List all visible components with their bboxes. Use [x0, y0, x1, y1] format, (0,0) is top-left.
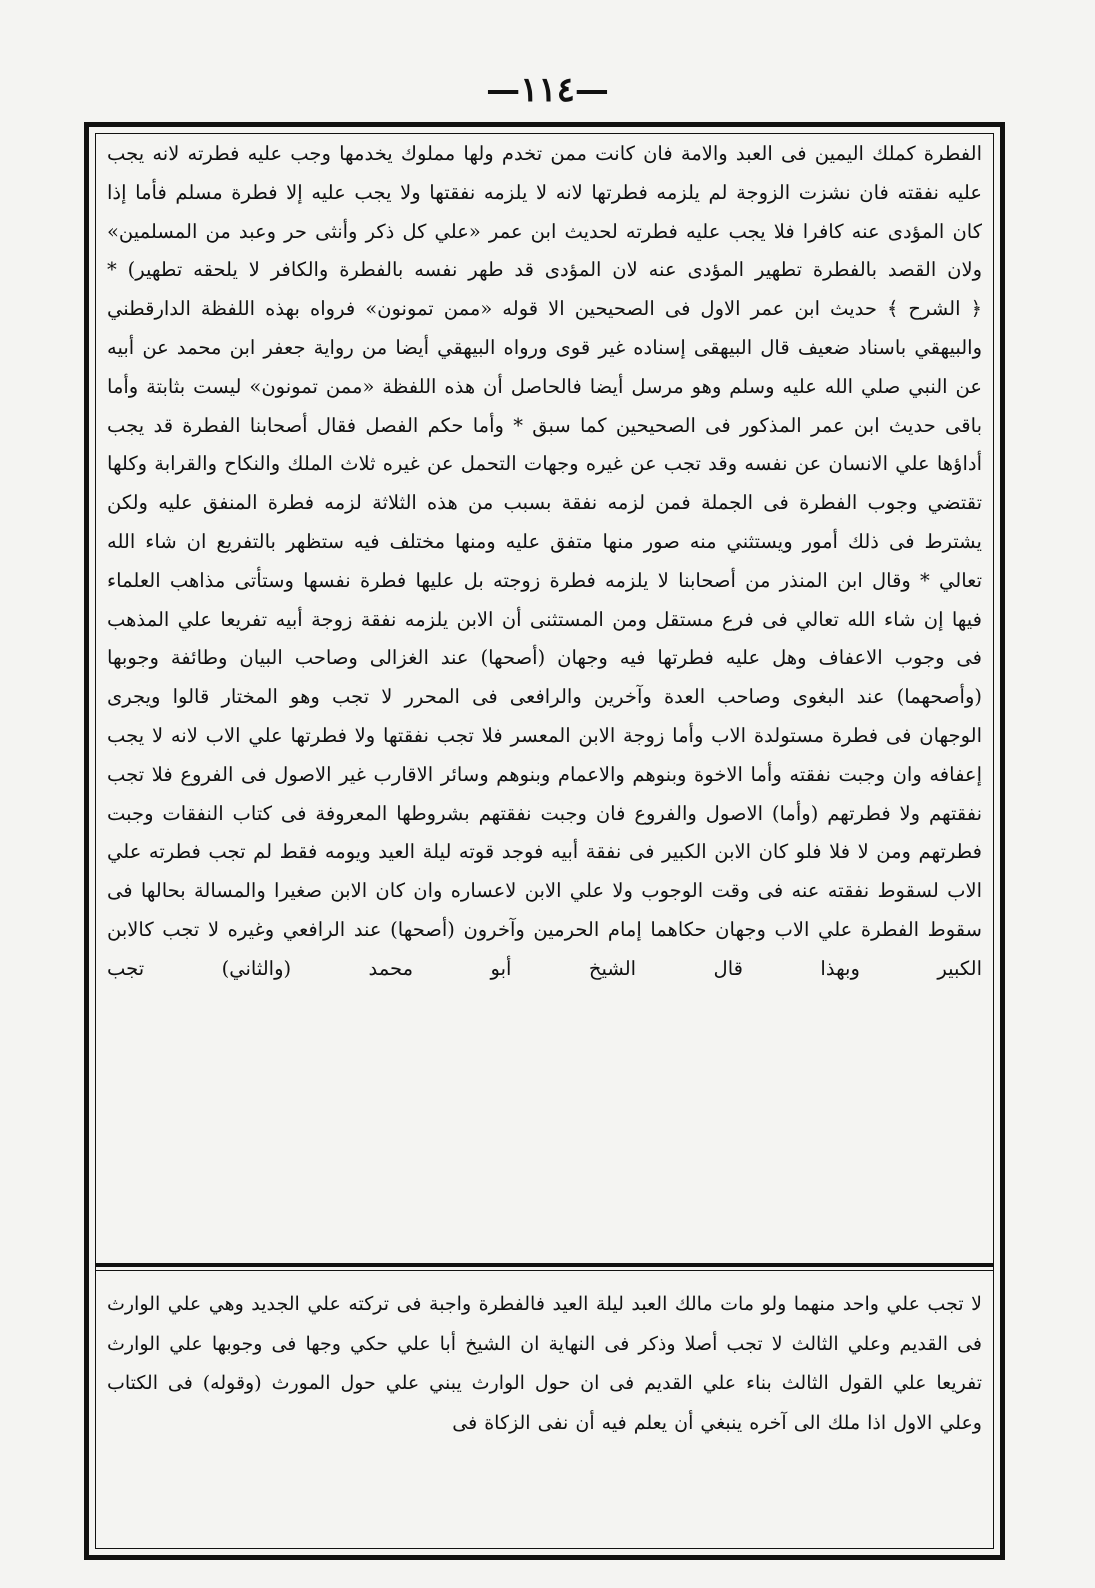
main-text [107, 135, 982, 1247]
main-paragraph-1: الفطرة كملك اليمين فى العبد والامة فان كانت ممن تخدم ولها مملوك يخدمها وجب عليه فطرته لانه يجب عليه نفقته فان نشزت الزوجة لم يلزمه فطرتها لانه لا يلزمه نفقتها ولا يجب عليه إلا فطرة مسلم فأما إذا كان المؤدى عنه كافرا فلا يجب عليه فطرته لحديث ابن عمر «علي كل ذكر وأنثى حر وعبد من المسلمين» ولان القصد بالفطرة تطهير المؤدى عنه لان المؤدى قد طهر نفسه بالفطرة والكافر لا يلحقه تطهير) * [107, 142, 982, 282]
footnote-text [107, 1285, 982, 1545]
footnote-paragraph-1: لا تجب علي واحد منهما ولو مات مالك العبد ليلة العيد فالفطرة واجبة فى تركته علي الجديد وهي علي الوارث فى القديم وعلي الثالث لا تجب أصلا وذكر فى النهاية ان الشيخ أبا علي حكي وجها فى وجوبها علي الوارث تفريعا علي القول الثالث بناء علي القديم فى ان حول الوارث يبني علي حول المورث (وقوله) فى الكتاب وعلي الاول اذا ملك الى آخره ينبغي أن يعلم فيه أن نفى الزكاة فى [107, 1293, 982, 1434]
main-paragraph-2: ﴿ الشرح ﴾ حديث ابن عمر الاول فى الصحيحين الا قوله «ممن تمونون» فرواه بهذه اللفظة الدارقطني والبيهقي باسناد ضعيف قال البيهقى إسناده غير قوى ورواه البيهقي أيضا من رواية جعفر ابن محمد عن أبيه عن النبي صلي الله عليه وسلم وهو مرسل أيضا فالحاصل أن هذه اللفظة «ممن تمونون» ليست بثابتة وأما باقى حديث ابن عمر المذكور فى الصحيحين كما سبق * وأما حكم الفصل فقال أصحابنا الفطرة قد يجب أداؤها علي الانسان عن نفسه وقد تجب عن غيره وجهات التحمل عن غيره ثلاث الملك والنكاح والقرابة وكلها تقتضي وجوب الفطرة فى الجملة فمن لزمه نفقة بسبب من هذه الثلاثة لزمه فطرة المنفق عليه ولكن يشترط فى ذلك أمور ويستثني منه صور منها متفق عليه ومنها مختلف فيه ستظهر بالتفريع ان شاء الله تعالي * وقال ابن المنذر من أصحابنا لا يلزمه فطرة زوجته بل عليها فطرة نفسها وستأتى مذاهب العلماء فيها إن شاء الله تعالي فى فرع مستقل ومن المستثنى أن الابن يلزمه نفقة زوجة أبيه تفريعا علي المذهب فى وجوب الاعفاف وهل عليه فطرتها فيه وجهان (أصحها) عند الغزالى وصاحب البيان وطائفة وجوبها (وأصحهما) عند البغوى وصاحب العدة وآخرين والرافعى فى المحرر لا تجب وهو المختار قالوا ويجرى الوجهان فى فطرة مستولدة الاب وأما زوجة الابن المعسر فلا تجب نفقتها ولا فطرتها علي الاب لانه لا يجب إعفافه وان وجبت نفقته وأما الاخوة وبنوهم والاعمام وبنوهم وسائر الاقارب غير الاصول فى الفروع فلا تجب نفقتهم ولا فطرتهم (وأما) الاصول والفروع فان وجبت نفقتهم بشروطها المعروفة فى كتاب النفقات وجبت فطرتهم ومن لا فلا فلو كان الابن الكبير فى نفقة أبيه فوجد قوته ليلة العيد ويومه فقط لم تجب فطرته علي الاب لسقوط نفقته عنه فى وقت الوجوب ولا علي الابن لاعساره وان كان الابن صغيرا والمسالة بحالها فى سقوط الفطرة علي الاب وجهان حكاهما إمام الحرمين وآخرون (أصحها) عند الرافعي وغيره لا تجب كالابن الكبير وبهذا قال الشيخ أبو محمد (والثاني) تجب [107, 297, 982, 980]
page-frame [84, 122, 1005, 1560]
footnote-separator [95, 1263, 994, 1267]
page-number: —١١٤— [486, 70, 609, 110]
footnote-separator-thin [95, 1270, 994, 1271]
